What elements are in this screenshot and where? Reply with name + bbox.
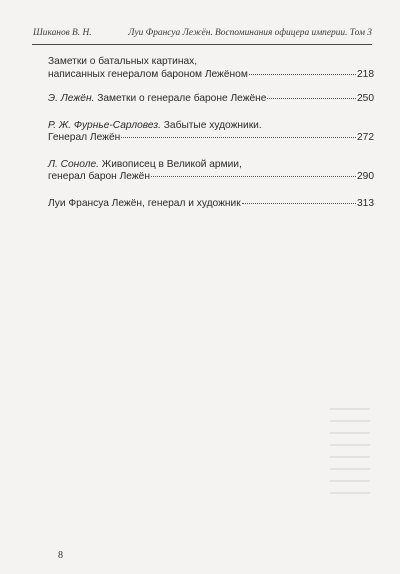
toc-entry-line	[48, 159, 374, 172]
dot-leader	[151, 176, 356, 177]
toc-entry-leader-line	[48, 171, 374, 184]
toc-entry-title: Генерал Лежён	[48, 132, 121, 143]
toc-entry-title: генерал барон Лежён	[48, 171, 150, 182]
header-title: Луи Франсуа Лежён. Воспоминания офицера империи. Том 3	[128, 28, 372, 38]
header-author: Шиканов В. Н.	[33, 28, 92, 38]
bleed-through-shadow	[330, 408, 370, 538]
toc-entry-title	[48, 93, 266, 106]
toc-entry-line	[48, 120, 374, 133]
dot-leader	[121, 137, 356, 138]
toc-page-number: 272	[357, 132, 374, 143]
toc-page-number: 290	[357, 171, 374, 182]
toc-entry-title: написанных генералом бароном Лежёном	[48, 68, 248, 80]
toc-entry-leader-line	[48, 198, 374, 211]
toc-entry	[48, 198, 374, 211]
header-rule	[32, 44, 372, 45]
toc-entry-author: Л. Соноле.	[48, 158, 99, 170]
toc-entry-line: Заметки о батальных картинах,	[48, 56, 198, 67]
toc-page-number: 313	[357, 197, 374, 209]
dot-leader	[249, 74, 356, 75]
toc-page-number: 218	[357, 68, 374, 80]
toc-entry	[48, 56, 374, 81]
toc-page-number: 250	[357, 93, 374, 104]
running-header	[33, 28, 372, 42]
toc-entry-leader-line	[48, 69, 374, 82]
toc-entry-title-text: Заметки о генерале бароне Лежёне	[94, 93, 267, 104]
toc-entry	[48, 159, 374, 184]
toc-entry-author: Э. Лежён.	[48, 93, 95, 104]
dot-leader	[267, 98, 356, 99]
toc-entry-author: Р. Ж. Фурнье-Сарловез.	[48, 119, 161, 131]
toc-entry	[48, 93, 374, 106]
toc-entry-title: Луи Франсуа Лежён, генерал и художник	[48, 197, 241, 209]
toc-entry-title-text: Живописец в Великой армии,	[98, 158, 242, 170]
toc-entry	[48, 120, 374, 145]
toc-entry-leader-line	[48, 132, 374, 145]
toc-entry-leader-line	[48, 93, 374, 106]
toc-entry-title-text: Забытые художники.	[160, 119, 262, 131]
page-number: 8	[58, 550, 63, 561]
table-of-contents	[48, 56, 374, 210]
dot-leader	[242, 203, 356, 204]
